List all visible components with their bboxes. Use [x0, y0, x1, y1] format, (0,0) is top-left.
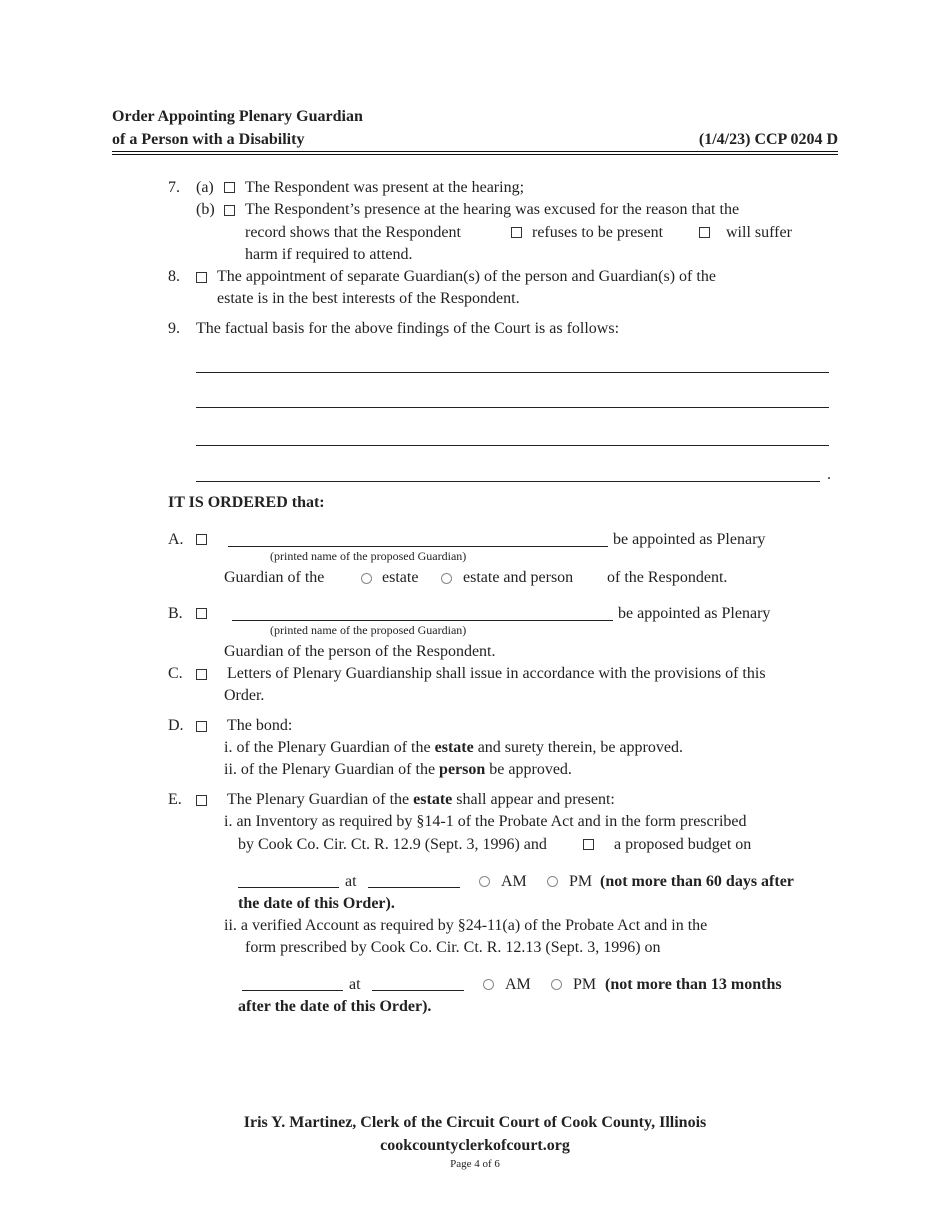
account-at: at	[349, 976, 361, 993]
item-b-label: B.	[168, 605, 183, 622]
item-a-of-respondent: of the Respondent.	[607, 569, 728, 586]
harm-checkbox[interactable]	[699, 227, 710, 238]
account-am-label: AM	[505, 976, 531, 993]
account-am-radio[interactable]	[483, 979, 494, 990]
item-9-number: 9.	[168, 320, 180, 337]
item-e-i-line2: by Cook Co. Cir. Ct. R. 12.9 (Sept. 3, 1996) and	[238, 836, 547, 853]
inventory-time-field[interactable]	[368, 887, 460, 888]
item-d-label: D.	[168, 717, 184, 734]
footer-clerk: Iris Y. Martinez, Clerk of the Circuit Court of Cook County, Illinois	[243, 1114, 707, 1131]
item-7a-label: (a)	[196, 179, 214, 196]
item-b-line2: Guardian of the person of the Respondent.	[224, 643, 496, 660]
item-d-ii-post: be approved.	[489, 761, 572, 778]
item-7-number: 7.	[168, 179, 180, 196]
item-e-title-bold: estate	[413, 791, 453, 808]
item-e-title-pre: The Plenary Guardian of the	[227, 791, 410, 808]
refuses-checkbox[interactable]	[511, 227, 522, 238]
item-b-after-blank: be appointed as Plenary	[618, 605, 771, 622]
item-a-guardian-of: Guardian of the	[224, 569, 325, 586]
item-7a-checkbox[interactable]	[224, 182, 235, 193]
item-c-line2: Order.	[224, 687, 265, 704]
item-d-ii-pre: ii. of the Plenary Guardian of the	[224, 761, 436, 778]
budget-checkbox[interactable]	[583, 839, 594, 850]
harm-label: will suffer	[726, 224, 792, 241]
inventory-am-radio[interactable]	[479, 876, 490, 887]
item-7b-text-line1: The Respondent’s presence at the hearing was excused for the reason that the	[245, 201, 740, 218]
item-c-line1: Letters of Plenary Guardianship shall issue in accordance with the provisions of this	[227, 665, 766, 682]
inventory-pm-label: PM	[569, 873, 593, 890]
header-rule-thin	[112, 154, 838, 155]
item-d-i-bold: estate	[434, 739, 474, 756]
footer-page-number: Page 4 of 6	[450, 1158, 500, 1170]
inventory-at: at	[345, 873, 357, 890]
factual-basis-period: .	[827, 466, 831, 483]
item-8-number: 8.	[168, 268, 180, 285]
inventory-date-field[interactable]	[238, 887, 339, 888]
item-8-checkbox[interactable]	[196, 272, 207, 283]
factual-basis-line-4[interactable]	[196, 481, 820, 482]
item-c-label: C.	[168, 665, 183, 682]
item-7b-text-line3: harm if required to attend.	[245, 246, 413, 263]
account-pm-label: PM	[573, 976, 597, 993]
item-e-label: E.	[168, 791, 182, 808]
item-8-line2: estate is in the best interests of the Respondent.	[217, 290, 520, 307]
item-7b-text-line2: record shows that the Respondent	[245, 224, 461, 241]
item-a-guardian-name-field[interactable]	[228, 546, 608, 547]
estate-label: estate	[382, 569, 419, 586]
item-c-checkbox[interactable]	[196, 669, 207, 680]
inventory-deadline: (not more than 60 days after	[600, 873, 794, 890]
estate-and-person-radio[interactable]	[441, 573, 452, 584]
account-date-field[interactable]	[242, 990, 343, 991]
factual-basis-line-3[interactable]	[196, 445, 829, 446]
form-title-line2: of a Person with a Disability	[112, 131, 305, 148]
item-7a-text: The Respondent was present at the hearing;	[245, 179, 525, 196]
item-d-i-pre: i. of the Plenary Guardian of the	[224, 739, 431, 756]
item-e-ii-line2: form prescribed by Cook Co. Cir. Ct. R. 12.13 (Sept. 3, 1996) on	[245, 939, 661, 956]
factual-basis-line-1[interactable]	[196, 372, 829, 373]
item-b-checkbox[interactable]	[196, 608, 207, 619]
item-7b-checkbox[interactable]	[224, 205, 235, 216]
refuses-label: refuses to be present	[532, 224, 664, 241]
form-code: (1/4/23) CCP 0204 D	[698, 131, 838, 148]
estate-and-person-label: estate and person	[463, 569, 574, 586]
inventory-pm-radio[interactable]	[547, 876, 558, 887]
item-e-title-post: shall appear and present:	[456, 791, 615, 808]
inventory-deadline-2: the date of this Order).	[238, 895, 395, 912]
item-e-i-line1: i. an Inventory as required by §14-1 of the Probate Act and in the form prescribed	[224, 813, 747, 830]
item-b-blank-caption: (printed name of the proposed Guardian)	[270, 623, 467, 637]
item-e-checkbox[interactable]	[196, 795, 207, 806]
account-pm-radio[interactable]	[551, 979, 562, 990]
item-a-checkbox[interactable]	[196, 534, 207, 545]
item-d-ii	[224, 761, 572, 779]
factual-basis-line-2[interactable]	[196, 407, 829, 408]
item-d-title: The bond:	[227, 717, 293, 734]
account-deadline: (not more than 13 months	[605, 976, 782, 993]
account-time-field[interactable]	[372, 990, 464, 991]
item-a-after-blank: be appointed as Plenary	[613, 531, 766, 548]
account-deadline-2: after the date of this Order).	[238, 998, 432, 1015]
header-rule	[112, 151, 838, 152]
item-9-text: The factual basis for the above findings of the Court is as follows:	[196, 320, 620, 337]
item-e-title	[227, 791, 615, 809]
budget-label: a proposed budget on	[614, 836, 752, 853]
ordered-heading: IT IS ORDERED that:	[168, 494, 325, 511]
item-b-guardian-name-field[interactable]	[232, 620, 613, 621]
item-d-i	[224, 739, 683, 757]
footer-website: cookcountyclerkofcourt.org	[380, 1137, 570, 1154]
item-d-ii-bold: person	[439, 761, 486, 778]
item-8-line1: The appointment of separate Guardian(s) of the person and Guardian(s) of the	[217, 268, 716, 285]
inventory-am-label: AM	[501, 873, 527, 890]
item-a-blank-caption: (printed name of the proposed Guardian)	[270, 549, 467, 563]
item-d-checkbox[interactable]	[196, 721, 207, 732]
item-7b-label: (b)	[196, 201, 215, 218]
item-d-i-post: and surety therein, be approved.	[477, 739, 683, 756]
item-e-ii-line1: ii. a verified Account as required by §24-11(a) of the Probate Act and in the	[224, 917, 708, 934]
item-a-label: A.	[168, 531, 184, 548]
estate-radio[interactable]	[361, 573, 372, 584]
form-title-line1: Order Appointing Plenary Guardian	[112, 108, 363, 125]
